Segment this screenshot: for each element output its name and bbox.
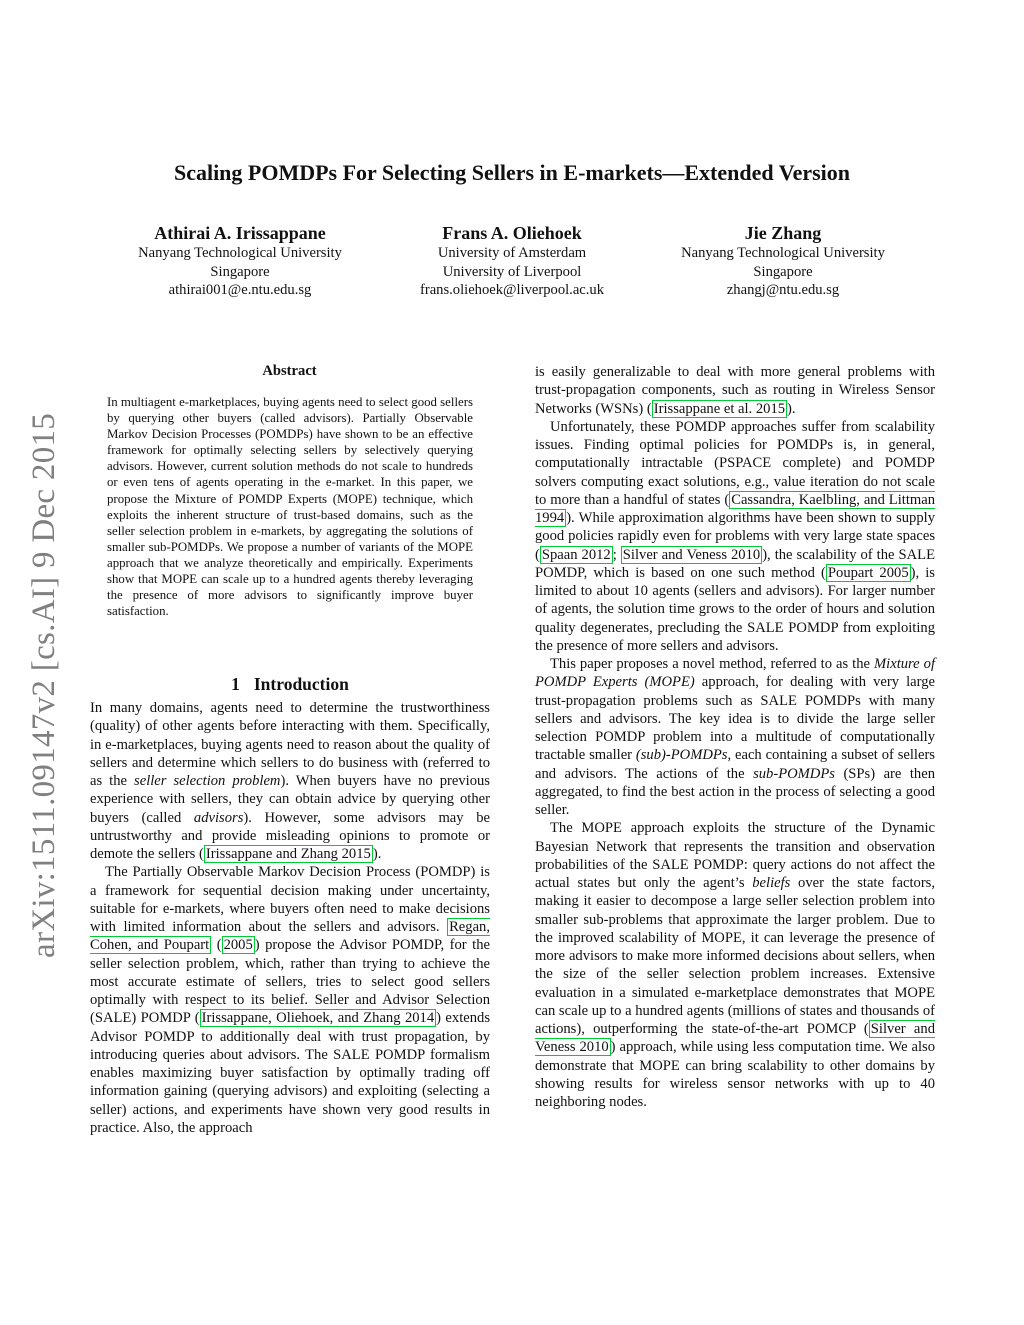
right-column bbox=[535, 363, 935, 1111]
author-affiliation: University of Liverpool bbox=[442, 263, 582, 280]
citation-link[interactable]: Poupart 2005 bbox=[827, 564, 909, 581]
author-name: Frans A. Oliehoek bbox=[442, 223, 582, 243]
citation-link[interactable]: Silver and Veness 2010 bbox=[535, 1021, 935, 1056]
author-affiliation: Nanyang Technological University bbox=[138, 245, 342, 261]
citation-link[interactable]: 2005 bbox=[223, 937, 253, 954]
emphasis: beliefs bbox=[752, 875, 791, 891]
citation-link[interactable]: Irissappane et al. 2015 bbox=[653, 400, 786, 417]
paragraph: The Partially Observable Markov Decision Process (POMDP) is a framework for sequential decision making under uncertainty, suitable for e-markets, where buyers often need to make decisions with limited information about the sellers and advisors. Regan, Cohen, and Poupart ( 2005 ) propose the Advisor POMDP, for the seller selection problem, which, rather than trying to achieve the most accurate estimate of sellers, tries to select good sellers optimally with respect to its belief. Seller and Advisor Selection (SALE) POMDP ( Irissappane, Oliehoek, and Zhang 2014 ) extends Advisor POMDP to additionally deal with trust propagation, by introducing queries about advisors. The SALE POMDP formalism enables maximizing buyer satisfaction by optimally trading off information gaining (querying advisors) and exploiting (selecting a seller) actions, and experiments have shown very good results in practice. Also, the approach bbox=[90, 864, 491, 1136]
citation-link[interactable]: Silver and Veness 2010 bbox=[622, 546, 761, 563]
paragraph: Unfortunately, these POMDP approaches suffer from scalability issues. Finding optimal policies for POMDPs is, in general, computationally intractable (PSPACE complete) and POMDP solvers computing exact solutions, e.g., value iteration do not scale to more than a handful of states ( Cassandra, Kaelbling, and Littman 1994 ). While approximation algorithms have been shown to supply good policies rapidly even for problems with very large state spaces ( Spaan 2012 ; Silver and Veness 2010 ), the scalability of the SALE POMDP, which is based on one such method ( Poupart 2005 ), is limited to about 10 agents (sellers and advisors). For larger number of agents, the solution time grows to the order of hours and solution quality degenerates, precluding the SALE POMDP from exploiting the presence of more sellers and advisors. bbox=[535, 418, 935, 654]
citation-link[interactable]: Irissappane and Zhang 2015 bbox=[205, 846, 371, 862]
author-affiliation: Nanyang Technological University bbox=[681, 245, 885, 261]
arxiv-identifier: arXiv:1511.09147v2 [cs.AI] 9 Dec 2015 bbox=[26, 412, 62, 958]
author-email: zhangj@ntu.edu.sg bbox=[726, 282, 840, 298]
section-heading bbox=[90, 674, 490, 695]
emphasis: Mixture of POMDP Experts (MOPE) bbox=[535, 656, 935, 691]
citation-link[interactable]: Regan, Cohen, and Poupart bbox=[90, 919, 490, 954]
emphasis: seller selection problem bbox=[134, 773, 281, 789]
paragraph: This paper proposes a novel method, referred to as the Mixture of POMDP Experts (MOPE) approach, for dealing with very large trust-propagation problems such as SALE POMDPs with many sellers and advisors. The key idea is to divide the large seller selection POMDP problem into a multitude of computationally tractable smaller (sub)-POMDPs, each containing a subset of sellers and advisors. The actions of the sub-POMDPs (SPs) are then aggregated, to find the best action in the process of selecting a good seller. bbox=[535, 656, 935, 818]
paper-title: Scaling POMDPs For Selecting Sellers in E-markets—Extended Version bbox=[173, 160, 851, 185]
abstract-heading: Abstract bbox=[262, 363, 317, 379]
emphasis: (sub)-POMDPs bbox=[635, 747, 728, 764]
left-column bbox=[90, 699, 490, 1137]
author-block bbox=[372, 222, 652, 300]
author-email: athirai001@e.ntu.edu.sg bbox=[168, 282, 312, 298]
paragraph: is easily generalizable to deal with more general problems with trust-propagation components, such as routing in Wireless Sensor Networks (WSNs) ( Irissappane et al. 2015 ). bbox=[535, 364, 935, 417]
abstract-text: In multiagent e-marketplaces, buying agents need to select good sellers by querying other buyers (called advisors). Partially Observable Markov Decision Processes (POMDPs) have shown to be an effective framework for optimally selecting sellers by selectively querying advisors. However, current solution methods do not scale to hundreds or even tens of agents operating in the e-market. In this paper, we propose the Mixture of POMDP Experts (MOPE) technique, which exploits the inherent structure of trust-based domains, such as the seller selection problem in e-markets, by aggregating the solutions of smaller sub-POMDPs. We propose a number of variants of the MOPE approach that we analyze theoretically and empirically. Experiments show that MOPE can scale up to a hundred agents thereby leveraging the presence of more advisors to significantly improve buyer satisfaction. bbox=[107, 395, 473, 619]
author-affiliation: Singapore bbox=[210, 263, 270, 280]
paragraph: The MOPE approach exploits the structure of the Dynamic Bayesian Network that represents the transition and observation probabilities of the SALE POMDP: query actions do not affect the actual states but only the agent’s beliefs over the state factors, making it easier to decompose a large seller selection problem into smaller sub-problems that approximate the larger problem. Due to the improved scalability of MOPE, it can leverage the presence of more advisors to make more informed decisions about sellers, when the size of the seller selection problem increases. Extensive evaluation in a simulated e-marketplace demonstrates that MOPE can scale up to a hundred agents (millions of states and thousands of actions), outperforming the state-of-the-art POMCP ( Silver and Veness 2010 ) approach, while using less computation time. We also demonstrate that MOPE can bring scalability to other domains by showing results for wireless sensor networks with up to 40 neighboring nodes. bbox=[535, 820, 936, 1110]
paragraph: In many domains, agents need to determine the trustworthiness (quality) of other agents before interacting with them. Specifically, in e-marketplaces, buying agents need to reason about the quality of sellers and determine which sellers to do business with (referred to as the seller selection problem). When buyers have no previous experience with sellers, they can obtain advice by querying other buyers (called advisors). However, some advisors may be untrustworthy and provide misleading opinions to promote or demote the sellers ( Irissappane and Zhang 2015 ). bbox=[90, 700, 490, 862]
emphasis: sub-POMDPs bbox=[753, 765, 835, 782]
section-title: Introduction bbox=[253, 674, 349, 694]
author-name: Athirai A. Irissappane bbox=[154, 223, 326, 243]
author-block bbox=[643, 222, 923, 300]
citation-link[interactable]: Irissappane, Oliehoek, and Zhang 2014 bbox=[201, 1010, 435, 1027]
citation-link[interactable]: Spaan 2012 bbox=[541, 546, 611, 563]
author-name: Jie Zhang bbox=[744, 223, 822, 243]
author-email: frans.oliehoek@liverpool.ac.uk bbox=[419, 282, 605, 298]
author-block bbox=[100, 222, 380, 300]
author-affiliation: University of Amsterdam bbox=[437, 245, 587, 261]
section-number: 1 bbox=[231, 674, 240, 694]
citation-link[interactable]: Cassandra, Kaelbling, and Littman 1994 bbox=[535, 491, 935, 526]
emphasis: advisors bbox=[193, 809, 244, 826]
author-affiliation: Singapore bbox=[753, 263, 813, 280]
